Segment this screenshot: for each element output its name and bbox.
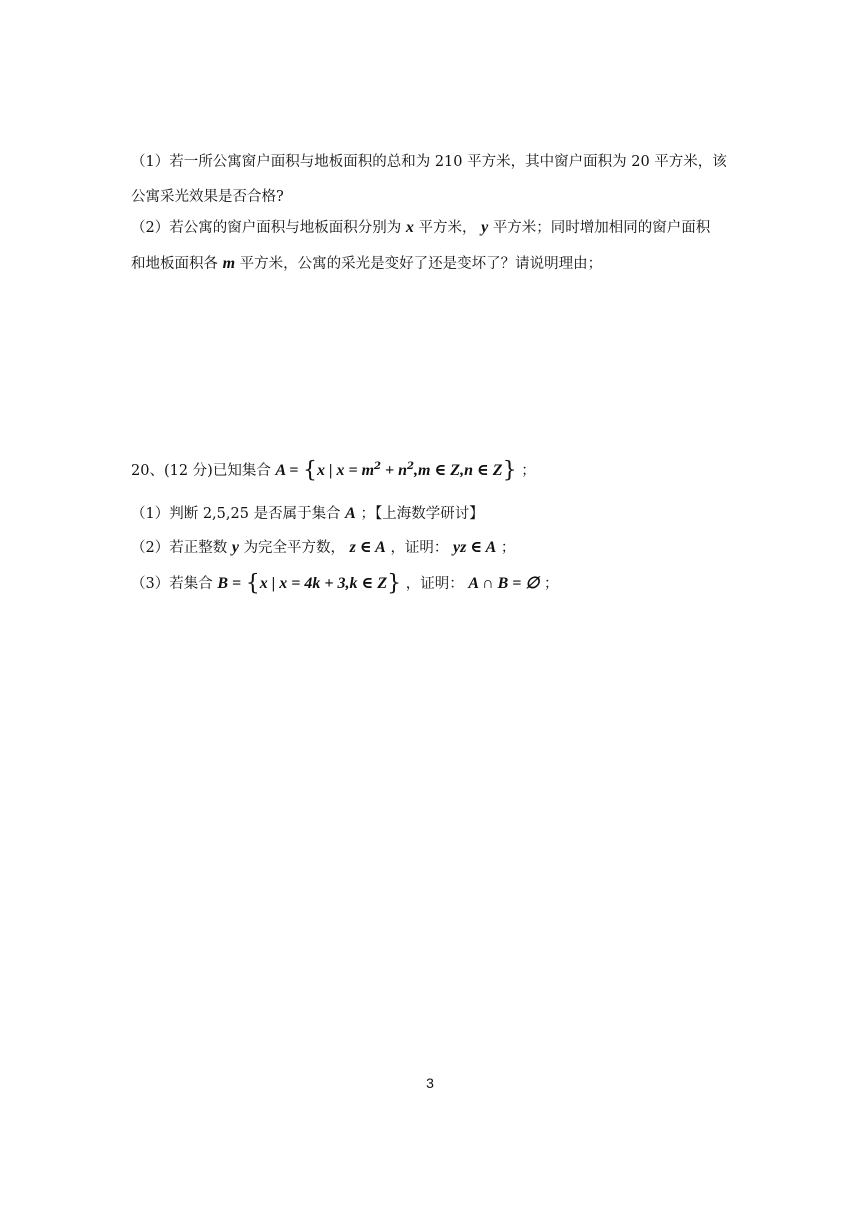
- q20-part1-text-a: （1）判断 2,5,25 是否属于集合: [131, 506, 341, 522]
- q20-part1-text-b: ；【上海数学研讨】: [360, 506, 484, 522]
- q20-part2-var-y: y: [231, 539, 239, 556]
- q20-part3-setB-lhs: B =: [217, 575, 242, 592]
- question-19-part1-line2: [131, 185, 284, 206]
- page-number: 3: [426, 1075, 434, 1091]
- q20-part3-close-brace: }: [387, 571, 402, 596]
- q20-part3-setB-body: x | x = 4k + 3,k ∈ Z: [259, 575, 388, 592]
- q20-part3-open-brace: {: [245, 571, 260, 596]
- q20-setA-body-2: + n: [381, 462, 408, 479]
- q20-part2-expr-2: yz ∈ A: [453, 539, 497, 556]
- q19-var-y: y: [481, 219, 489, 236]
- q20-part2-text-c: ，证明：: [390, 540, 449, 556]
- q19-part2-text-c: 平方米；同时增加相同的窗户面积: [492, 220, 711, 236]
- q19-part1-text-2: 公寓采光效果是否合格?: [131, 189, 284, 205]
- q20-part3-text-c: ；: [543, 576, 559, 592]
- q19-var-x: x: [405, 219, 414, 236]
- q20-part2-expr-1: z ∈ A: [349, 539, 386, 556]
- q19-part1-text-1: （1）若一所公寓窗户面积与地板面积的总和为 210 平方米，其中窗户面积为 20 平方米，该: [131, 154, 727, 170]
- q19-part2-text-d: 和地板面积各: [131, 256, 218, 272]
- q20-part2-text-d: ；: [500, 540, 516, 556]
- q20-part3-text-a: （3）若集合: [131, 576, 213, 592]
- question-20-header: [131, 458, 536, 483]
- q20-part3-text-b: ，证明：: [405, 576, 464, 592]
- q20-setA-body-3: ,m ∈ Z,n ∈ Z: [414, 462, 503, 479]
- q20-part2-text-a: （2）若正整数: [131, 540, 228, 556]
- q20-part3-expr: A ∩ B = ∅: [468, 575, 540, 592]
- question-19-part1-line1: [131, 150, 727, 171]
- question-20-part1: [131, 502, 484, 523]
- q19-part2-text-e: 平方米，公寓的采光是变好了还是变坏了？请说明理由；: [239, 256, 603, 272]
- q20-setA-close-brace: }: [502, 458, 517, 483]
- q20-setA-sup-2: 2: [407, 461, 414, 472]
- q19-var-m: m: [222, 255, 236, 272]
- question-19-part2-line1: [131, 216, 710, 237]
- question-20-part2: [131, 536, 515, 557]
- q20-part2-text-b: 为完全平方数，: [243, 540, 346, 556]
- question-20-part3: [131, 571, 558, 596]
- q20-head-text: 20、(12 分)已知集合: [131, 463, 271, 479]
- q19-part2-text-a: （2）若公寓的窗户面积与地板面积分别为: [131, 220, 402, 236]
- q20-setA-lhs: A =: [275, 462, 299, 479]
- q20-setA-open-brace: {: [302, 458, 317, 483]
- q20-setA-sup-1: 2: [374, 461, 382, 472]
- q19-part2-text-b: 平方米，: [418, 220, 477, 236]
- q20-part1-var-A: A: [345, 505, 356, 522]
- q20-setA-body-1: x | x = m: [316, 462, 375, 479]
- question-19-part2-line2: [131, 252, 602, 273]
- q20-head-end: ；: [521, 463, 536, 479]
